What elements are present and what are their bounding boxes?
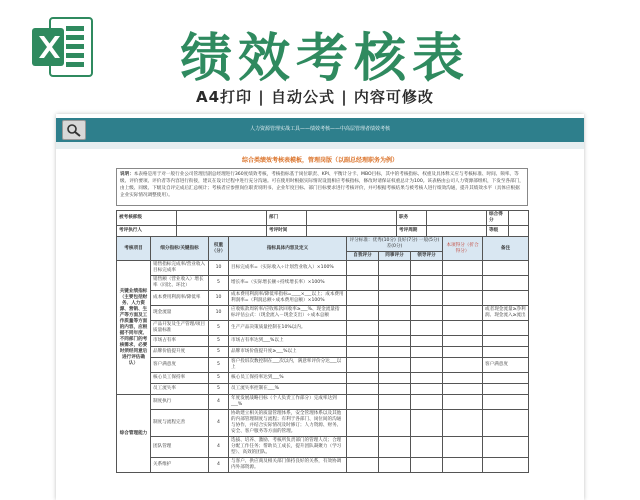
- info-label: 考评时间: [267, 226, 307, 237]
- self-score-cell[interactable]: [347, 384, 379, 395]
- definition-cell: 生产产品决策质量控制在10%以内。: [229, 321, 347, 336]
- weight-cell: 5: [209, 347, 229, 358]
- note-cell: 或者现金流量≥净利润、现金流入≥流出: [483, 306, 529, 321]
- index-cell: 现金流量: [151, 306, 209, 321]
- definition-cell: 客户投诉次数控制在___次以内，满意率评价分达___以上: [229, 358, 347, 373]
- peer-score-cell[interactable]: [379, 306, 411, 321]
- peer-score-cell[interactable]: [379, 437, 411, 458]
- evaluation-table: [116, 236, 529, 473]
- col-header-total: 本项得分（折合得分）: [443, 237, 483, 261]
- table-row: [117, 373, 529, 384]
- total-score-cell: [443, 384, 483, 395]
- total-score-cell: [443, 437, 483, 458]
- index-cell: 产品开发及生产管理/项目质量标准: [151, 321, 209, 336]
- document-title: 综合类绩效考核表模板，管理岗版（以副总经理职务为例）: [241, 157, 398, 164]
- leader-score-cell[interactable]: [411, 347, 443, 358]
- document-sheet: [56, 114, 584, 500]
- section-label: 综合管理能力: [117, 395, 151, 473]
- index-cell: 客户满意度: [151, 358, 209, 373]
- index-cell: 成本费用利润率/降低率: [151, 291, 209, 306]
- table-row: [117, 347, 529, 358]
- self-score-cell[interactable]: [347, 358, 379, 373]
- info-value[interactable]: [177, 211, 267, 226]
- weight-cell: 4: [209, 458, 229, 473]
- definition-cell: 品牌市场价值提升度≥___%以上: [229, 347, 347, 358]
- peer-score-cell[interactable]: [379, 261, 411, 276]
- info-label: 考评周期: [397, 226, 427, 237]
- weight-cell: 4: [209, 437, 229, 458]
- peer-score-cell[interactable]: [379, 321, 411, 336]
- table-row: [117, 336, 529, 347]
- weight-cell: 5: [209, 384, 229, 395]
- self-score-cell[interactable]: [347, 373, 379, 384]
- note-cell: [483, 261, 529, 276]
- description-label: 说明：: [120, 172, 134, 177]
- leader-score-cell[interactable]: [411, 384, 443, 395]
- leader-score-cell[interactable]: [411, 395, 443, 410]
- info-value[interactable]: [427, 226, 487, 237]
- peer-score-cell[interactable]: [379, 373, 411, 384]
- weight-cell: 10: [209, 261, 229, 276]
- info-value[interactable]: [509, 226, 529, 237]
- leader-score-cell[interactable]: [411, 261, 443, 276]
- leader-score-cell[interactable]: [411, 306, 443, 321]
- col-header-score-standard: 评分标准：优秀(10分) 良好(7分) 一般(5分) 差(0分): [347, 237, 443, 252]
- self-score-cell[interactable]: [347, 410, 379, 437]
- note-cell: [483, 437, 529, 458]
- note-cell: [483, 276, 529, 291]
- col-header-leader: 领导评分: [411, 252, 443, 261]
- self-score-cell[interactable]: [347, 306, 379, 321]
- table-row: [117, 321, 529, 336]
- definition-cell: 与客户、供应商及相关部门保持良好的关系，有效协调内外部资源。: [229, 458, 347, 473]
- leader-score-cell[interactable]: [411, 276, 443, 291]
- table-row: [117, 410, 529, 437]
- total-score-cell: [443, 395, 483, 410]
- weight-cell: 5: [209, 358, 229, 373]
- info-value[interactable]: [307, 226, 397, 237]
- leader-score-cell[interactable]: [411, 321, 443, 336]
- description-box: [116, 168, 528, 206]
- peer-score-cell[interactable]: [379, 291, 411, 306]
- table-row: [117, 276, 529, 291]
- table-header-row: [117, 237, 529, 252]
- table-row: [117, 291, 529, 306]
- definition-cell: 选拔、培养、激励、考核所负责部门的管理人员；合理分配工作任务；帮助员工成长，提升团队凝聚力（学习型）、高效的团队。: [229, 437, 347, 458]
- table-row: [117, 458, 529, 473]
- definition-cell: 目标完成率=（实际收入÷计划营业收入）×100%: [229, 261, 347, 276]
- total-score-cell: [443, 336, 483, 347]
- info-table: [116, 210, 529, 237]
- table-row: [117, 306, 529, 321]
- leader-score-cell[interactable]: [411, 458, 443, 473]
- peer-score-cell[interactable]: [379, 458, 411, 473]
- leader-score-cell[interactable]: [411, 437, 443, 458]
- self-score-cell[interactable]: [347, 321, 379, 336]
- weight-cell: 10: [209, 291, 229, 306]
- col-header-weight: 权重（分）: [209, 237, 229, 261]
- definition-cell: 市场占有率达到___%以上: [229, 336, 347, 347]
- self-score-cell[interactable]: [347, 291, 379, 306]
- weight-cell: 5: [209, 321, 229, 336]
- index-cell: 员工流失率: [151, 384, 209, 395]
- section-label: 关键业绩指标（主要包括财务、人力资源、营销、生产等方面及工作质量等方面的内容，应根据不同年度、不同部门的考核需求，必要时须经同意后进行评估确认）: [117, 261, 151, 395]
- note-cell: [483, 458, 529, 473]
- info-row: [117, 211, 529, 226]
- definition-cell: 协助建立相关的质量管理体系，安全管理体系以及其他的内部管理制度与流程；有利于各部门、岗位间的沟通与协作，并结合实际情况及时修订；人力资源、财务、安全、客户服务等方面的管理。: [229, 410, 347, 437]
- leader-score-cell[interactable]: [411, 410, 443, 437]
- weight-cell: 5: [209, 373, 229, 384]
- definition-cell: 应收账款周转率/应收账款回收率≥___%、现金流量指标评估公式：（现金流入－现金支出）÷成本总额: [229, 306, 347, 321]
- col-header-item: 考核项目: [117, 237, 151, 261]
- info-label: 考评执行人: [117, 226, 177, 237]
- self-score-cell[interactable]: [347, 437, 379, 458]
- total-score-cell: [443, 306, 483, 321]
- col-header-self: 自我评分: [347, 252, 379, 261]
- leader-score-cell[interactable]: [411, 373, 443, 384]
- peer-score-cell[interactable]: [379, 410, 411, 437]
- total-score-cell: [443, 261, 483, 276]
- index-cell: 品牌价值提升度: [151, 347, 209, 358]
- page-title: 绩效考核表: [180, 29, 471, 89]
- total-score-cell: [443, 358, 483, 373]
- info-label: 部门: [267, 211, 307, 226]
- info-value[interactable]: [307, 211, 397, 226]
- peer-score-cell[interactable]: [379, 358, 411, 373]
- note-cell: [483, 336, 529, 347]
- definition-cell: 年度发展战略目标（个人负责工作部分）完成率达到___%: [229, 395, 347, 410]
- total-score-cell: [443, 276, 483, 291]
- leader-score-cell[interactable]: [411, 291, 443, 306]
- index-cell: 市场占有率: [151, 336, 209, 347]
- info-value[interactable]: [427, 211, 487, 226]
- peer-score-cell[interactable]: [379, 395, 411, 410]
- weight-cell: 10: [209, 306, 229, 321]
- index-cell: 制度与流程完善: [151, 410, 209, 437]
- note-cell: [483, 321, 529, 336]
- index-cell: 销售指标完成率/营业收入目标完成率: [151, 261, 209, 276]
- definition-cell: 核心员工保持率达到___%: [229, 373, 347, 384]
- breadcrumb: 人力资源管理实战工具——绩效考核——中高层管理者绩效考核: [249, 126, 390, 132]
- total-score-cell: [443, 347, 483, 358]
- info-label: 职务: [397, 211, 427, 226]
- self-score-cell[interactable]: [347, 347, 379, 358]
- self-score-cell[interactable]: [347, 261, 379, 276]
- definition-cell: 成本费用利润率/降低率指标=____×___以上；成本费用利润率=（利润总额÷成本费用总额）×100%: [229, 291, 347, 306]
- info-label: 等级: [487, 226, 509, 237]
- total-score-cell: [443, 291, 483, 306]
- self-score-cell[interactable]: [347, 336, 379, 347]
- definition-cell: 增长率=（实际增长额÷持续增长率）×100%: [229, 276, 347, 291]
- table-row: [117, 261, 529, 276]
- index-cell: 团队管理: [151, 437, 209, 458]
- note-cell: [483, 347, 529, 358]
- self-score-cell[interactable]: [347, 276, 379, 291]
- note-cell: [483, 384, 529, 395]
- index-cell: 关系维护: [151, 458, 209, 473]
- col-header-peer: 同事评分: [379, 252, 411, 261]
- sheet-header-strip: [56, 142, 584, 149]
- table-row: [117, 437, 529, 458]
- col-header-definition: 指标具体内容及定义: [229, 237, 347, 261]
- info-label: 综合得分: [487, 211, 509, 226]
- peer-score-cell[interactable]: [379, 347, 411, 358]
- note-cell: [483, 410, 529, 437]
- total-score-cell: [443, 410, 483, 437]
- description-text: 本表格是用于对一般行业公司管理层副总经理进行360度绩效考核，考核指标基于岗位职责、KPI、平衡计分卡、MBO目标，其中的考核指标、权重及具体释义应与考核标准、时间、频率、等级、评价要项、评价者等内容进行衔接，建议在设计过程中进行充分沟通。可在使用时根据实际情况设置相应考核指标，修改时请保证权重总计为100。该表格由公司人力资源部组织，下发至各部门，由上级、同级、下级及自评完成后汇总统计；考核者应参照岗位职责说明书、企业年度目标、部门目标要求进行考核评价，并可根据考核结果与被考核人进行绩效沟通，提升其绩效水平（具体应根据企业实际情况调整使用）。: [120, 172, 524, 198]
- total-score-cell: [443, 321, 483, 336]
- table-row: [117, 395, 529, 410]
- info-label: 被考核部级: [117, 211, 177, 226]
- note-cell: [483, 291, 529, 306]
- info-value[interactable]: [509, 211, 529, 226]
- leader-score-cell[interactable]: [411, 358, 443, 373]
- index-cell: 销售额（营业收入）增长率（同比、环比）: [151, 276, 209, 291]
- total-score-cell: [443, 373, 483, 384]
- peer-score-cell[interactable]: [379, 276, 411, 291]
- peer-score-cell[interactable]: [379, 336, 411, 347]
- weight-cell: 5: [209, 336, 229, 347]
- index-cell: 制度执行: [151, 395, 209, 410]
- weight-cell: 4: [209, 395, 229, 410]
- note-cell: [483, 395, 529, 410]
- col-header-index: 细分指标/关键指标: [151, 237, 209, 261]
- info-row: [117, 226, 529, 237]
- info-value[interactable]: [177, 226, 267, 237]
- total-score-cell: [443, 458, 483, 473]
- weight-cell: 5: [209, 276, 229, 291]
- self-score-cell[interactable]: [347, 395, 379, 410]
- self-score-cell[interactable]: [347, 458, 379, 473]
- excel-logo-icon: [28, 12, 98, 82]
- page-subtitle: A4打印 | 自动公式 | 内容可修改: [196, 88, 434, 106]
- index-cell: 核心员工保持率: [151, 373, 209, 384]
- promo-banner: [0, 0, 640, 112]
- table-row: [117, 384, 529, 395]
- weight-cell: 4: [209, 410, 229, 437]
- col-header-note: 备注: [483, 237, 529, 261]
- peer-score-cell[interactable]: [379, 384, 411, 395]
- table-row: [117, 358, 529, 373]
- definition-cell: 员工流失率控制在___%: [229, 384, 347, 395]
- note-cell: [483, 373, 529, 384]
- note-cell: 客户满意度: [483, 358, 529, 373]
- leader-score-cell[interactable]: [411, 336, 443, 347]
